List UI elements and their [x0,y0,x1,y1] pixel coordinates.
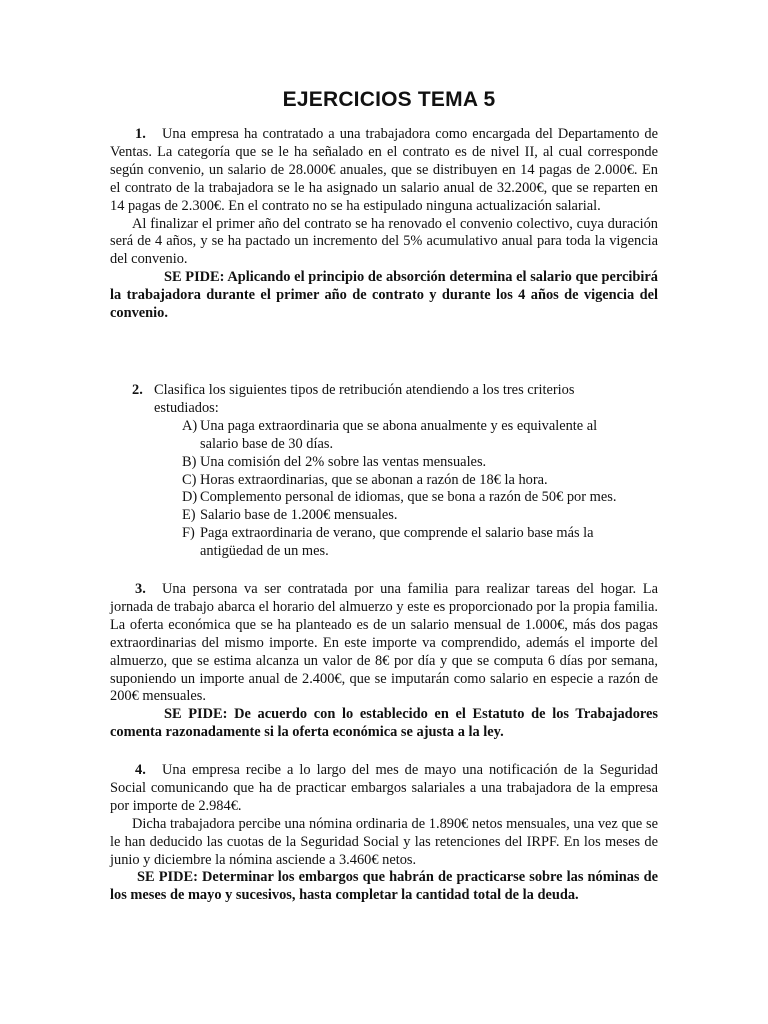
list-item-text: Una paga extraordinaria que se abona anualmente y es equivalente al salario base de 30 días. [200,417,598,452]
list-item-label: C) [182,471,197,488]
exercise-3-number: 3. [135,581,146,597]
list-item-label: E) [182,507,196,524]
list-item-text: Una comisión del 2% sobre las ventas mensuales. [200,453,487,470]
list-item [182,489,652,507]
exercise-3-question: SE PIDE: De acuerdo con lo establecido en el Estatuto de los Trabajadores comenta razonadamente si la oferta económica se ajusta a la ley. [110,706,658,741]
exercise-3-paragraph-1 [110,581,658,706]
exercise-1-paragraph-2: Al finalizar el primer año del contrato se ha renovado el convenio colectivo, cuya duración será de 4 años, y se ha pactado un incremento del 5% acumulativo anual para toda la vigencia del convenio. [110,215,658,268]
list-item [182,525,652,561]
list-item [182,418,652,454]
exercise-2-list [132,418,652,561]
exercise-2-intro [132,382,652,418]
exercise-1-text-1: Una empresa ha contratado a una trabajadora como encargada del Departamento de Ventas. La categoría que se le ha señalado en el contrato es de nivel II, al cual corresponde según convenio, un salario de 28.000€ anuales, que se distribuyen en 14 pagas de 2.000€. En el contrato de la trabajadora se le ha asignado un salario anual de 32.200€, que se reparten en 14 pagas de 2.300€. En el contrato no se ha estipulado ninguna actualización salarial. [110,126,658,214]
list-item-label: A) [182,417,198,434]
list-item-label: D) [182,489,198,506]
exercise-2 [132,382,652,561]
exercise-3 [110,581,658,742]
exercise-1-paragraph-1 [110,126,658,216]
list-item-text: Complemento personal de idiomas, que se bona a razón de 50€ por mes. [200,489,617,506]
exercise-1-question: SE PIDE: Aplicando el principio de absorción determina el salario que percibirá la trabajadora durante el primer año de contrato y durante los 4 años de vigencia del convenio. [110,269,658,322]
list-item [182,472,652,490]
exercise-4-question: SE PIDE: Determinar los embargos que habrán de practicarse sobre las nóminas de los meses de mayo y sucesivos, hasta completar la cantidad total de la deuda. [110,869,658,904]
exercise-4-paragraph-2: Dicha trabajadora percibe una nómina ordinaria de 1.890€ netos mensuales, una vez que se le han deducido las cuotas de la Seguridad Social y las retenciones del IRPF. En los meses de junio y diciembre la nómina asciende a 3.460€ netos. [110,815,658,868]
list-item-text: Salario base de 1.200€ mensuales. [200,507,398,524]
exercise-1 [110,126,658,323]
exercise-1-number: 1. [135,126,146,142]
exercise-4-text-1: Una empresa recibe a lo largo del mes de mayo una notificación de la Seguridad Social comunicando que ha de practicar embargos salariales a una trabajadora de la empresa por importe de 2.984€. [110,762,658,814]
exercise-3-text-1: Una persona va ser contratada por una familia para realizar tareas del hogar. La jornada de trabajo abarca el horario del almuerzo y este es proporcionado por la propia familia. La oferta económica que se ha planteado es de un salario mensual de 1.000€, más dos pagas extraordinarias del mismo importe. En este importe va comprendido, además el importe del almuerzo, que se estima alcanza un valor de 8€ por día y que se computa 6 días por semana, suponiendo un importe anual de 2.400€, que se imputarán como salario en especie a razón de 200€ mensuales. [110,581,658,705]
list-item-label: F) [182,525,195,542]
list-item [182,454,652,472]
page-title: EJERCICIOS TEMA 5 [282,88,496,111]
list-item [182,507,652,525]
list-item-label: B) [182,453,197,470]
exercise-4-number: 4. [135,762,146,778]
exercise-2-intro-text: Clasifica los siguientes tipos de retribución atendiendo a los tres criterios estudiados: [154,382,575,416]
list-item-text: Horas extraordinarias, que se abonan a razón de 18€ la hora. [200,471,548,488]
exercise-4 [110,762,658,905]
exercise-2-number: 2. [132,382,143,398]
list-item-text: Paga extraordinaria de verano, que comprende el salario base más la antigüedad de un mes. [200,525,594,560]
exercise-4-paragraph-1 [110,762,658,816]
